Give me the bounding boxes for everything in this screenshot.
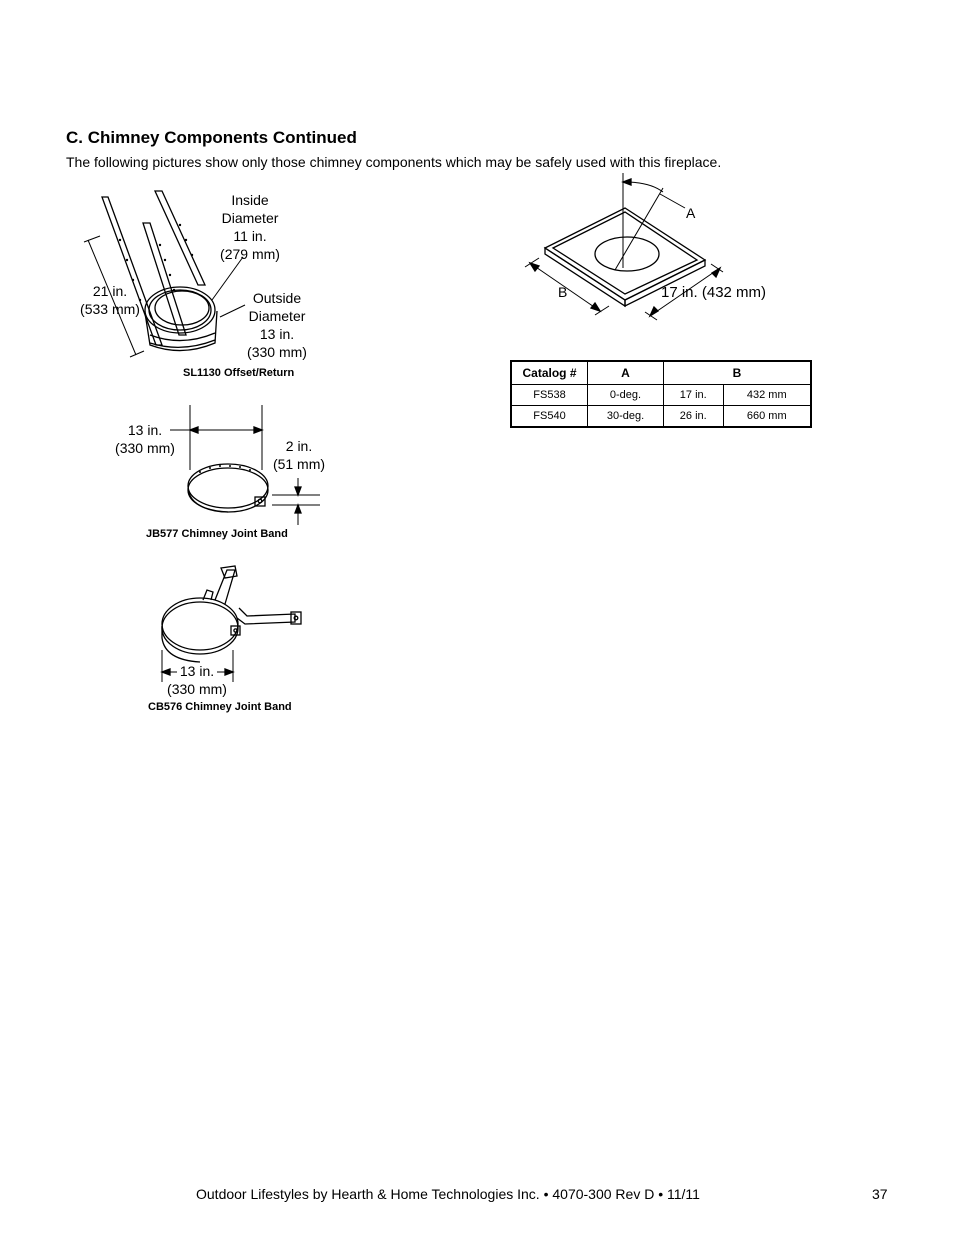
firestop-label-b: B bbox=[558, 284, 568, 300]
table-cell: 17 in. bbox=[664, 385, 724, 406]
offset-caption: SL1130 Offset/Return bbox=[183, 367, 295, 379]
page-number: 37 bbox=[872, 1186, 888, 1202]
jb577-width-label: 13 in. (330 mm) bbox=[115, 422, 175, 456]
table-cell: 26 in. bbox=[664, 406, 724, 428]
offset-height-label: 21 in. (533 mm) bbox=[80, 283, 140, 317]
section-title: C. Chimney Components Continued bbox=[66, 128, 357, 147]
firestop-table bbox=[510, 360, 812, 428]
header-catalog: Catalog # bbox=[511, 361, 588, 385]
header-a: A bbox=[588, 361, 664, 385]
footer-text: Outdoor Lifestyles by Hearth & Home Technologies Inc. • 4070-300 Rev D • 11/11 bbox=[196, 1186, 700, 1202]
jb577-caption: JB577 Chimney Joint Band bbox=[146, 528, 288, 540]
cb576-width-label: 13 in. (330 mm) bbox=[167, 663, 227, 697]
table-row bbox=[511, 385, 811, 406]
cb576-caption: CB576 Chimney Joint Band bbox=[148, 701, 292, 713]
inside-diameter-label: Inside Diameter 11 in. (279 mm) bbox=[220, 192, 280, 262]
table-cell: FS538 bbox=[511, 385, 588, 406]
table-header-row bbox=[511, 361, 811, 385]
outside-diameter-label: Outside Diameter 13 in. (330 mm) bbox=[247, 290, 307, 360]
table-cell: FS540 bbox=[511, 406, 588, 428]
header-b: B bbox=[664, 361, 812, 385]
table-cell: 432 mm bbox=[723, 385, 811, 406]
intro-text: The following pictures show only those chimney components which may be safely used with this fireplace. bbox=[66, 154, 722, 170]
table-cell: 660 mm bbox=[723, 406, 811, 428]
table-cell: 0-deg. bbox=[588, 385, 664, 406]
table-cell: 30-deg. bbox=[588, 406, 664, 428]
firestop-size-label: 17 in. (432 mm) bbox=[661, 284, 767, 301]
table-row bbox=[511, 406, 811, 428]
firestop-label-a: A bbox=[686, 205, 696, 221]
jb577-height-label: 2 in. (51 mm) bbox=[272, 438, 326, 472]
